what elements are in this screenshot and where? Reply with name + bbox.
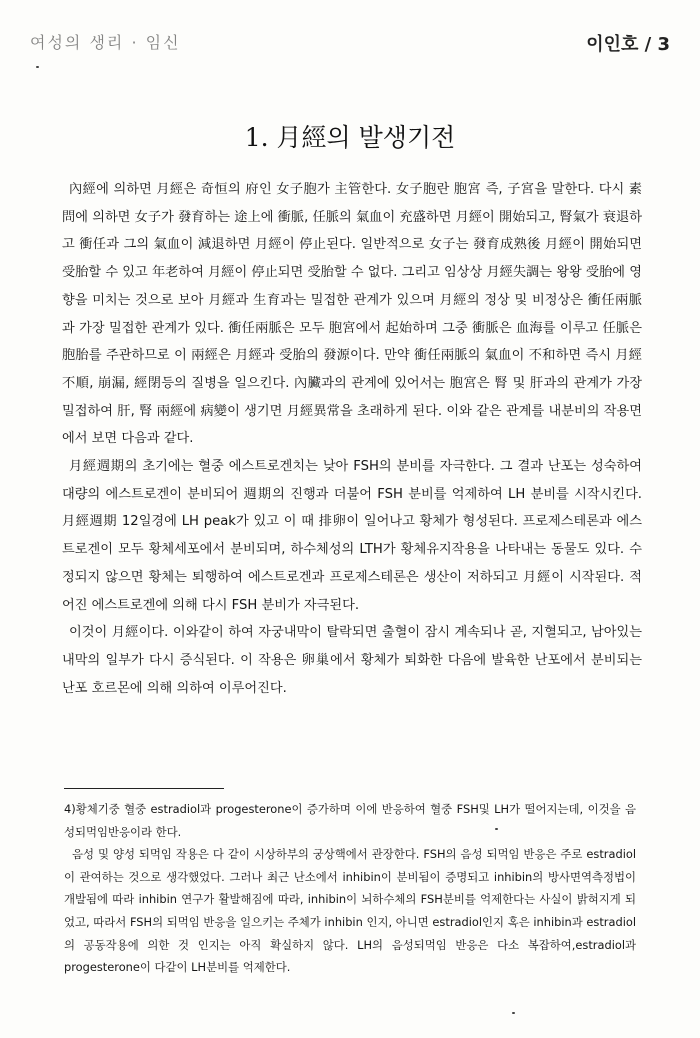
running-header-left: 여성의 생리 · 임신 (30, 33, 181, 52)
running-header-page-number: 이인호 / 3 (586, 34, 670, 55)
section-title: 1. 月經의 발생기전 (244, 123, 456, 152)
footnote-paragraph: 4)황체기중 혈중 estradiol과 progesterone이 증가하며 이에 반응하여 혈중 FSH및 LH가 떨어지는데, 이것을 음성되먹임반응이라 한다. (64, 802, 636, 839)
body-paragraph: 內經에 의하면 月經은 奇恒의 府인 女子胞가 主管한다. 女子胞란 胞宮 즉, 子宮을 말한다. 다시 素問에 의하면 女子가 發育하는 途上에 衝脈, 任脈의 氣血이 充盛하면 月經이 開始되고, 腎氣가 衰退하고 衝任과 그의 氣血이 減退하면 月經이 停止된다. 일반적으로 女子는 發育成熟後 月經이 開始되면 受胎할 수 있고 年老하여 月經이 停止되면 受胎할 수 없다. 그리고 임상상 月經失調는 왕왕 受胎에 영향을 미치는 것으로 보아 月經과 生育과는 밀접한 관계가 있으며 月經의 정상 및 비정상은 衝任兩脈과 가장 밀접한 관계가 있다. 衝任兩脈은 모두 胞宮에서 起始하며 그중 衝脈은 血海를 이루고 任脈은 胞胎를 주관하므로 이 兩經은 月經과 受胎의 發源이다. 만약 衝任兩脈의 氣血이 不和하면 즉시 月經不順, 崩漏, 經閉등의 질병을 일으킨다. 內臟과의 관계에 있어서는 胞宮은 腎 및 肝과의 관계가 가장 밀접하여 肝, 腎 兩經에 病變이 생기면 月經異常을 초래하게 된다. 이와 같은 관계를 내분비의 작용면에서 보면 다음과 같다. (62, 182, 642, 447)
footnote-separator (64, 788, 224, 789)
body-paragraph: 이것이 月經이다. 이와같이 하여 자궁내막이 탈락되면 출혈이 잠시 계속되나 곧, 지혈되고, 남아있는 내막의 일부가 다시 증식된다. 이 작용은 卵巢에서 황체가 퇴화한 다음에 발육한 난포에서 분비되는 난포 호르몬에 의해 의하여 이루어진다. (62, 625, 642, 696)
scan-speck (36, 66, 39, 68)
body-text (62, 176, 642, 702)
scan-speck (512, 1012, 515, 1014)
body-paragraph: 月經週期의 초기에는 혈중 에스트로겐치는 낮아 FSH의 분비를 자극한다. 그 결과 난포는 성숙하여 대량의 에스트로겐이 분비되어 週期의 진행과 더불어 FSH 분비를 억제하여 LH 분비를 시작시킨다. 月經週期 12일경에 LH peak가 있고 이 때 排卵이 일어나고 황체가 형성된다. 프로제스테론과 에스트로겐이 모두 황체세포에서 분비되며, 하수체성의 LTH가 황체유지작용을 나타내는 동물도 있다. 수정되지 않으면 황체는 퇴행하여 에스트로겐과 프로제스테론은 생산이 저하되고 月經이 시작된다. 적어진 에스트로겐에 의해 다시 FSH 분비가 자극된다. (62, 459, 642, 613)
footnote-paragraph: 음성 및 양성 되먹임 작용은 다 같이 시상하부의 궁상핵에서 관장한다. FSH의 음성 되먹임 반응은 주로 estradiol이 관여하는 것으로 생각했었다. 그러나 최근 난소에서 inhibin이 분비됨이 증명되고 inhibin의 방사면역측정법이 개발됨에 따라 inhibin 연구가 활발해짐에 따라, inhibin이 뇌하수체의 FSH분비를 억제한다는 사실이 밝혀지게 되었고, 따라서 FSH의 되먹임 반응을 일으키는 주체가 inhibin 인지, 아니면 estradiol인지 혹은 inhibin과 estradiol의 공동작용에 의한 것 인지는 아직 확실하지 않다. LH의 음성되먹임 반응은 다소 복잡하여,estradiol과 progesterone이 다같이 LH분비를 억제한다. (64, 847, 636, 975)
footnote (64, 798, 636, 979)
scan-speck (495, 828, 498, 830)
